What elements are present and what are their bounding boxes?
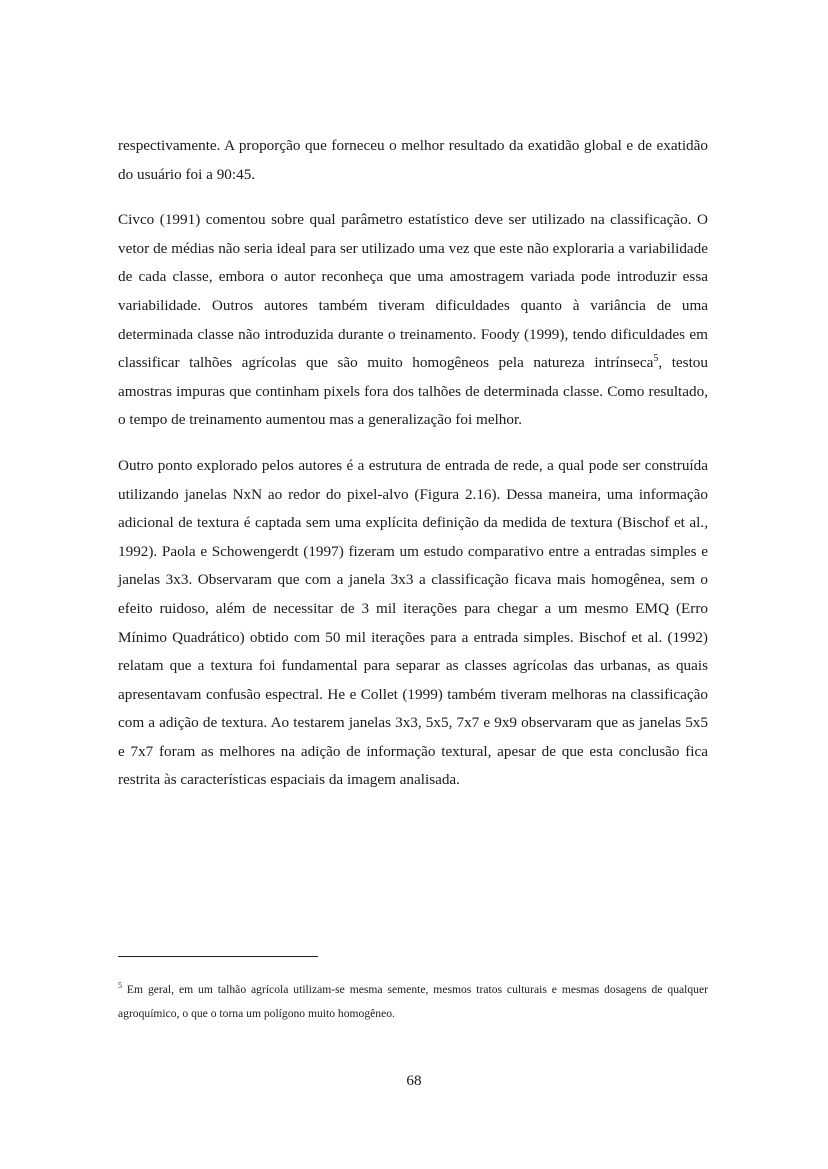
paragraph-2-text-before-note: Civco (1991) comentou sobre qual parâmetro estatístico deve ser utilizado na classificação. O vetor de médias não seria ideal para ser utilizado uma vez que este não exploraria a variabilidade de cada classe, embora o autor reconheça que uma amostragem variada pode introduzir essa variabilidade. Outros autores também tiveram dificuldades quanto à variância de uma determinada classe não introduzida durante o treinamento. Foody (1999), tendo dificuldades em classificar talhões agrícolas que são muito homogêneos pela natureza intrínseca <box>118 211 708 372</box>
paragraph-3: Outro ponto explorado pelos autores é a estrutura de entrada de rede, a qual pode ser construída utilizando janelas NxN ao redor do pixel-alvo (Figura 2.16). Dessa maneira, uma informação adicional de textura é captada sem uma explícita definição da medida de textura (Bischof et al., 1992). Paola e Schowengerdt (1997) fizeram um estudo comparativo entre a entradas simples e janelas 3x3. Observaram que com a janela 3x3 a classificação ficava mais homogênea, sem o efeito ruidoso, além de necessitar de 3 mil iterações para chegar a um mesmo EMQ (Erro Mínimo Quadrático) obtido com 50 mil iterações para a entrada simples. Bischof et al. (1992) relatam que a textura foi fundamental para separar as classes agrícolas das urbanas, as quais apresentavam confusão espectral. He e Collet (1999) também tiveram melhoras na classificação com a adição de textura. Ao testarem janelas 3x3, 5x5, 7x7 e 9x9 observaram que as janelas 5x5 e 7x7 foram as melhores na adição de informação textural, apesar de que esta conclusão fica restrita às características espaciais da imagem analisada. <box>118 456 708 789</box>
footnote <box>118 978 708 1026</box>
paragraph-2 <box>118 206 708 435</box>
footnote-reference[interactable]: 5 <box>653 353 659 365</box>
footnote-text: Em geral, em um talhão agrícola utilizam-se mesma semente, mesmos tratos culturais e mesmas dosagens de qualquer agroquímico, o que o torna um polígono muito homogêneo. <box>118 983 708 1020</box>
body-text <box>118 132 708 795</box>
page-number: 68 <box>406 1072 422 1089</box>
footnote-separator <box>118 956 318 957</box>
footnote-marker: 5 <box>118 981 122 991</box>
paragraph-2-text-after-note: , testou amostras impuras que continham pixels fora dos talhões de determinada classe. Como resultado, o tempo de treinamento aumentou mas a generalização foi melhor. <box>118 354 708 429</box>
paragraph-1: respectivamente. A proporção que forneceu o melhor resultado da exatidão global e de exatidão do usuário foi a 90:45. <box>118 137 708 183</box>
